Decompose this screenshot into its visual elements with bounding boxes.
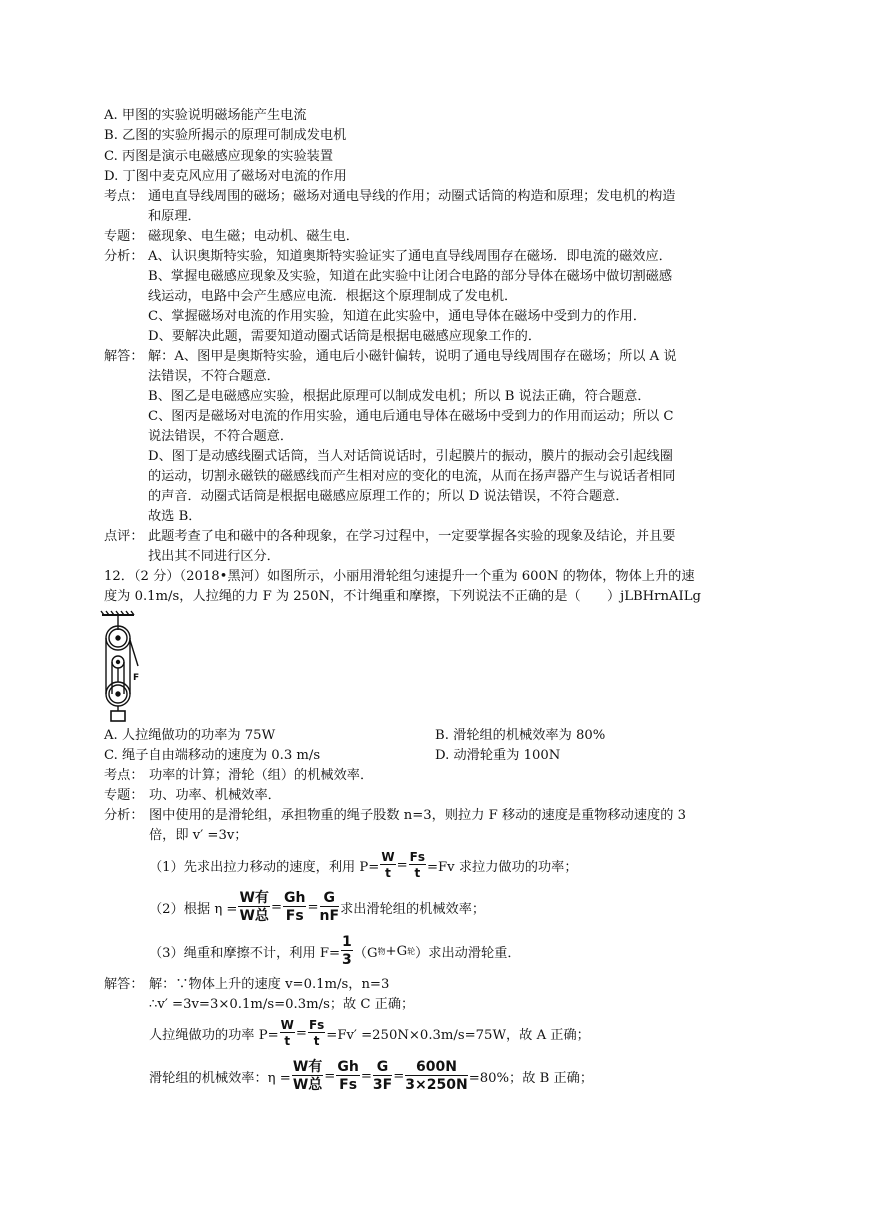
q11-dianping-text: 此题考查了电和磁中的各种现象，在学习过程中，一定要掌握各实验的现象及结论，并且要 xyxy=(148,529,676,544)
q11-zhuanti-text: 磁现象、电生磁；电动机、磁生电． xyxy=(148,229,359,244)
q12-fenxi-step-2 xyxy=(149,885,485,929)
fraction-g-over-3f: $\frac{G}{3F}$ xyxy=(372,1059,393,1093)
equals-sign: = xyxy=(324,1068,336,1084)
fraction-gh-over-fs: $\frac{Gh}{Fs}$ xyxy=(284,890,306,924)
step3-text-end: ）求出动滑轮重． xyxy=(415,945,521,961)
step3-text-plus: +G xyxy=(385,943,408,959)
equals-sign: = xyxy=(307,899,319,915)
equals-sign: = xyxy=(396,857,408,873)
q12-stem-2: 度为 0.1m/s，人拉绳的力 F 为 250N，不计绳重和摩擦，下列说法不正确的是（ ）jLBHrnAILg xyxy=(104,589,701,604)
q12-kaodian-text: 功率的计算；滑轮（组）的机械效率． xyxy=(149,768,374,783)
q12-jieda-efficiency xyxy=(149,1054,593,1098)
q12-stem: 12．（2 分）（2018•黑河）如图所示，小丽用滑轮组匀速提升一个重为 600N 的物体，物体上升的速 xyxy=(104,569,695,584)
jieda-eff-text: 滑轮组的机械效率：η = xyxy=(149,1070,291,1086)
q12-jieda-line: 解：∵物体上升的速度 v=0.1m/s，n=3 xyxy=(149,977,390,992)
step2-text: （2）根据 η = xyxy=(149,901,238,917)
q11-jieda-line: 法错误，不符合题意． xyxy=(148,369,280,384)
q11-dianping-label: 点评： xyxy=(104,529,144,544)
fraction-600-over-750: $\frac{600N}{3\times 250N}$ xyxy=(405,1059,468,1093)
q12-option-d: D. 动滑轮重为 100N xyxy=(435,748,561,763)
fraction-gh-over-fs: $\frac{Gh}{Fs}$ xyxy=(337,1059,359,1093)
fraction-g-over-nf: $\frac{G}{nF}$ xyxy=(319,890,340,924)
q11-jieda-line: B、图乙是电磁感应实验，根据此原理可以制成发电机；所以 B 说法正确，符合题意． xyxy=(148,389,651,404)
step3-text: （3）绳重和摩擦不计，利用 F= xyxy=(149,945,341,961)
q11-option-c: C. 丙图是演示电磁感应现象的实验装置 xyxy=(104,149,334,164)
q12-option-c: C. 绳子自由端移动的速度为 0.3 m/s xyxy=(104,748,321,763)
jieda-power-text: 人拉绳做功的功率 P= xyxy=(149,1027,279,1043)
q11-kaodian-label: 考点： xyxy=(104,189,144,204)
fraction-wyou-over-wzong: $\frac{\text{W有}}{\text{W总}}$ xyxy=(239,890,269,924)
q11-fenxi-line: D、要解决此题，需要知道动圈式话筒是根据电磁感应现象工作的． xyxy=(148,329,542,344)
q11-kaodian-text: 通电直导线周围的磁场；磁场对通电导线的作用；动圈式话筒的构造和原理；发电机的构造 xyxy=(148,189,676,204)
q12-option-a: A. 人拉绳做功的功率为 75W xyxy=(104,728,276,743)
equals-sign: = xyxy=(270,899,282,915)
q11-option-d: D. 丁图中麦克风应用了磁场对电流的作用 xyxy=(104,169,347,184)
fraction-fs-over-t: $\frac{Fs}{t}$ xyxy=(308,1018,325,1048)
q12-jieda-line-2: ∴v′ =3v=3×0.1m/s=0.3m/s；故 C 正确； xyxy=(149,997,415,1012)
equals-sign: = xyxy=(295,1025,307,1041)
equals-sign: = xyxy=(393,1068,405,1084)
subscript-wu: 物 xyxy=(377,946,386,956)
q12-kaodian-label: 考点： xyxy=(104,768,144,783)
equals-sign: = xyxy=(360,1068,372,1084)
q12-fenxi-text: 图中使用的是滑轮组，承担物重的绳子股数 n=3，则拉力 F 移动的速度是重物移动速度的 3 xyxy=(149,808,686,823)
step3-text-open: （G xyxy=(353,945,378,961)
q11-jieda-line: 的声音．动圈式话筒是根据电磁感应原理工作的；所以 D 说法错误，不符合题意． xyxy=(148,489,629,504)
q12-jieda-power xyxy=(149,1014,590,1052)
q11-fenxi-line: B、掌握电磁感应现象及实验，知道在此实验中让闭合电路的部分导体在磁场中做切割磁感 xyxy=(148,269,672,284)
q12-option-b: B. 滑轮组的机械效率为 80% xyxy=(435,728,606,743)
q12-zhuanti-text: 功、功率、机械效率． xyxy=(149,788,281,803)
q11-jieda-line: 解：A、图甲是奥斯特实验，通电后小磁针偏转，说明了通电导线周围存在磁场；所以 A 说 xyxy=(148,349,677,364)
q12-fenxi-step-1 xyxy=(149,846,578,884)
q11-jieda-line: 的运动，切割永磁铁的磁感线而产生相对应的变化的电流，从而在扬声器产生与说话者相同 xyxy=(148,469,676,484)
figure-force-label: F xyxy=(133,673,140,683)
q11-option-a: A. 甲图的实验说明磁场能产生电流 xyxy=(104,108,307,123)
q11-zhuanti-label: 专题： xyxy=(104,229,144,244)
step2-text-end: 求出滑轮组的机械效率； xyxy=(340,901,486,917)
pulley-system-figure xyxy=(100,610,144,725)
jieda-power-text-end: =Fv′ =250N×0.3m/s=75W，故 A 正确； xyxy=(326,1027,590,1043)
fraction-wyou-over-wzong: $\frac{\text{W有}}{\text{W总}}$ xyxy=(292,1059,323,1093)
q11-fenxi-line: C、掌握磁场对电流的作用实验，知道在此实验中，通电导体在磁场中受到力的作用． xyxy=(148,309,647,324)
q11-jieda-line: 说法错误，不符合题意． xyxy=(148,429,294,444)
step1-text-end: =Fv 求拉力做功的功率； xyxy=(426,859,578,875)
q11-jieda-label: 解答： xyxy=(104,349,144,364)
fraction-w-over-t: $\frac{W}{t}$ xyxy=(280,1018,294,1048)
q11-jieda-line: 故选 B． xyxy=(148,509,202,524)
jieda-eff-text-end: =80%；故 B 正确； xyxy=(468,1070,594,1086)
q12-jieda-label: 解答： xyxy=(104,977,144,992)
step1-text: （1）先求出拉力移动的速度，利用 P= xyxy=(149,859,380,875)
subscript-lun: 轮 xyxy=(407,946,416,956)
q11-kaodian-text-2: 和原理． xyxy=(148,209,201,224)
q11-jieda-line: D、图丁是动感线圈式话筒，当人对话筒说话时，引起膜片的振动，膜片的振动会引起线圈 xyxy=(148,449,673,464)
fraction-w-over-t: $\frac{W}{t}$ xyxy=(381,850,395,880)
q12-fenxi-label: 分析： xyxy=(104,808,144,823)
q12-zhuanti-label: 专题： xyxy=(104,788,144,803)
q11-jieda-line: C、图丙是磁场对电流的作用实验，通电后通电导体在磁场中受到力的作用而运动；所以 C xyxy=(148,409,674,424)
q11-fenxi-line: A、认识奥斯特实验，知道奥斯特实验证实了通电直导线周围存在磁场．即电流的磁效应． xyxy=(148,249,672,264)
fraction-one-third: $\frac{1}{3}$ xyxy=(342,934,352,968)
q11-option-b: B. 乙图的实验所揭示的原理可制成发电机 xyxy=(104,128,347,143)
q11-dianping-text-2: 找出其不同进行区分． xyxy=(148,549,280,564)
fraction-fs-over-t: $\frac{Fs}{t}$ xyxy=(409,850,425,880)
q12-fenxi-step-3 xyxy=(149,930,521,972)
q12-fenxi-text-2: 倍，即 v′ =3v； xyxy=(149,828,248,843)
q11-fenxi-line: 线运动，电路中会产生感应电流．根据这个原理制成了发电机． xyxy=(148,289,518,304)
q11-fenxi-label: 分析： xyxy=(104,249,144,264)
